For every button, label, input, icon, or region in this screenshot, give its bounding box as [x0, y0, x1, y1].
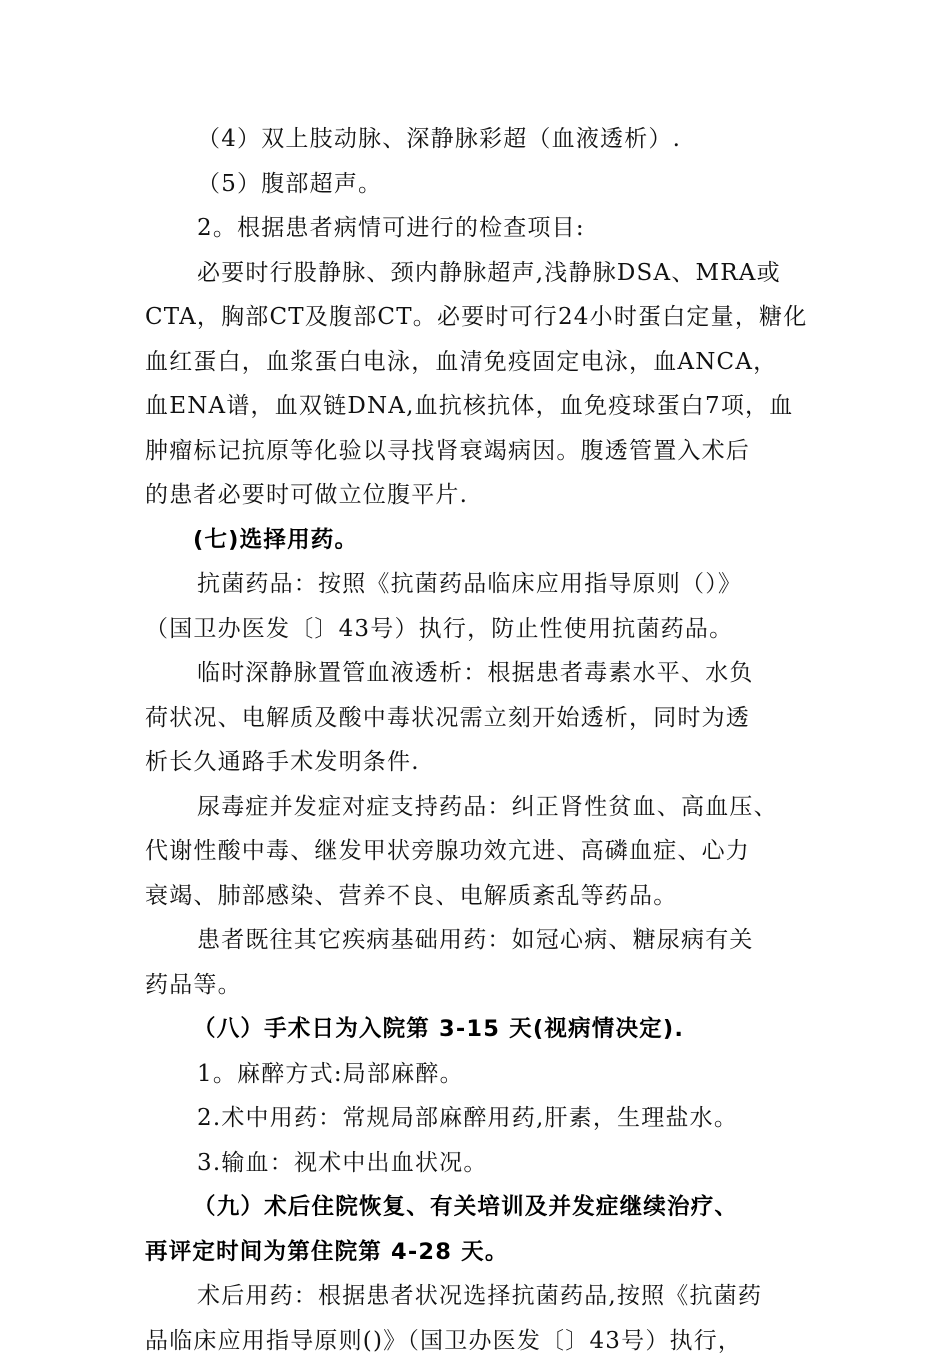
- paragraph-line: 衰竭、肺部感染、营养不良、电解质紊乱等药品。: [145, 874, 810, 919]
- paragraph-line: （5）腹部超声。: [145, 162, 810, 207]
- paragraph-line: 代谢性酸中毒、继发甲状旁腺功效亢进、高磷血症、心力: [145, 829, 810, 874]
- paragraph-line: 2.术中用药：常规局部麻醉用药,肝素，生理盐水。: [145, 1096, 810, 1141]
- paragraph-line: 析长久通路手术发明条件.: [145, 740, 810, 785]
- section-heading: （九）术后住院恢复、有关培训及并发症继续治疗、: [145, 1185, 810, 1230]
- paragraph-line: 必要时行股静脉、颈内静脉超声,浅静脉DSA、MRA或: [145, 251, 810, 296]
- paragraph-line: 品临床应用指导原则()》（国卫办医发〔〕43号）执行，: [145, 1319, 810, 1363]
- paragraph-line: 药品等。: [145, 963, 810, 1008]
- paragraph-line: 血红蛋白，血浆蛋白电泳，血清免疫固定电泳，血ANCA，: [145, 340, 810, 385]
- paragraph-line: 的患者必要时可做立位腹平片.: [145, 473, 810, 518]
- paragraph-line: CTA，胸部CT及腹部CT。必要时可行24小时蛋白定量，糖化: [145, 295, 810, 340]
- paragraph-line: 术后用药：根据患者状况选择抗菌药品,按照《抗菌药: [145, 1274, 810, 1319]
- document-body: [145, 117, 810, 1363]
- paragraph-line: 3.输血：视术中出血状况。: [145, 1141, 810, 1186]
- paragraph-line: （4）双上肢动脉、深静脉彩超（血液透析）.: [145, 117, 810, 162]
- paragraph-line: 抗菌药品：按照《抗菌药品临床应用指导原则（）》: [145, 562, 810, 607]
- paragraph-line: 荷状况、电解质及酸中毒状况需立刻开始透析，同时为透: [145, 696, 810, 741]
- paragraph-line: 患者既往其它疾病基础用药：如冠心病、糖尿病有关: [145, 918, 810, 963]
- section-heading: （八）手术日为入院第 3-15 天(视病情决定).: [145, 1007, 810, 1052]
- section-heading: (七)选择用药。: [145, 518, 810, 563]
- paragraph-line: 1。麻醉方式:局部麻醉。: [145, 1052, 810, 1097]
- section-heading: 再评定时间为第住院第 4-28 天。: [145, 1230, 810, 1275]
- paragraph-line: 2。根据患者病情可进行的检查项目:: [145, 206, 810, 251]
- paragraph-line: （国卫办医发〔〕43号）执行，防止性使用抗菌药品。: [145, 607, 810, 652]
- paragraph-line: 临时深静脉置管血液透析：根据患者毒素水平、水负: [145, 651, 810, 696]
- paragraph-line: 尿毒症并发症对症支持药品：纠正肾性贫血、高血压、: [145, 785, 810, 830]
- paragraph-line: 肿瘤标记抗原等化验以寻找肾衰竭病因。腹透管置入术后: [145, 429, 810, 474]
- paragraph-line: 血ENA谱，血双链DNA,血抗核抗体，血免疫球蛋白7项，血: [145, 384, 810, 429]
